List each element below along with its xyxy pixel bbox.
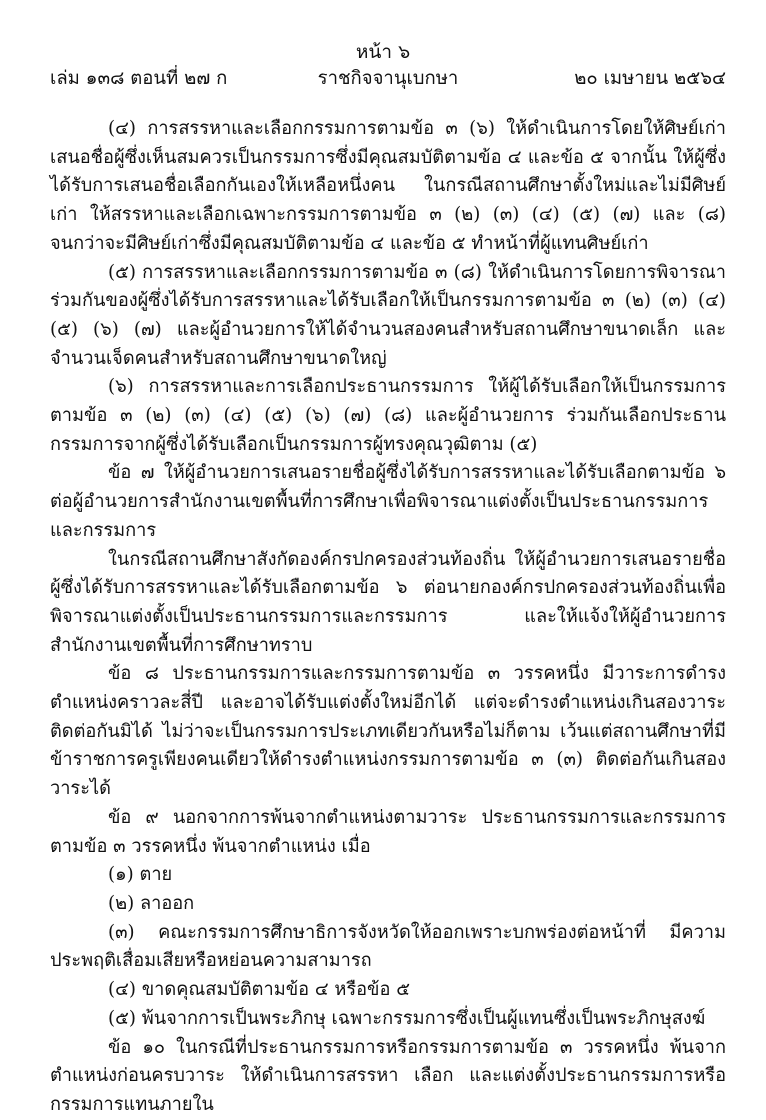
paragraph-clause-5-experts: (๕) การสรรหาและเลือกกรรมการตามข้อ ๓ (๘) ให้ดำเนินการโดยการพิจารณาร่วมกันของผู้ซึ่งได้รับการสรรหาและได้รับเลือกให้เป็นกรรมการตามข้อ ๓ (๒) (๓) (๔) (๕) (๖) (๗) และผู้อำนวยการให้ได้จำนวนสองคนสำหรับสถานศึกษาขนาดเล็ก และจำนวนเจ็ดคนสำหรับสถานศึกษาขนาดใหญ่ — [50, 261, 726, 369]
paragraph-article-8: ข้อ ๘ ประธานกรรมการและกรรมการตามข้อ ๓ วรรคหนึ่ง มีวาระการดำรงตำแหน่งคราวละสี่ปี และอาจได้รับแต่งตั้งใหม่อีกได้ แต่จะดำรงตำแหน่งเกินสองวาระติดต่อกันมิได้ ไม่ว่าจะเป็นกรรมการประเภทเดียวกันหรือไม่ก็ตาม เว้นแต่สถานศึกษาที่มีข้าราชการครูเพียงคนเดียวให้ดำรงตำแหน่งกรรมการตามข้อ ๓ (๓) ติดต่อกันเกินสองวาระได้ — [50, 663, 726, 800]
list-item: (๒) ลาออก — [108, 892, 195, 914]
volume-issue: เล่ม ๑๓๘ ตอนที่ ๒๗ ก — [50, 68, 228, 89]
page-header — [0, 0, 766, 100]
list-item: (๔) ขาดคุณสมบัติตามข้อ ๔ หรือข้อ ๕ — [108, 979, 410, 1001]
list-item: (๑) ตาย — [108, 864, 173, 886]
paragraph-article-7: ข้อ ๗ ให้ผู้อำนวยการเสนอรายชื่อผู้ซึ่งได้รับการสรรหาและได้รับเลือกตามข้อ ๖ ต่อผู้อำนวยการสำนักงานเขตพื้นที่การศึกษาเพื่อพิจารณาแต่งตั้งเป็นประธานกรรมการและกรรมการ — [50, 462, 726, 541]
body-text — [50, 115, 726, 1120]
paragraph-article-7-local: ในกรณีสถานศึกษาสังกัดองค์กรปกครองส่วนท้องถิ่น ให้ผู้อำนวยการเสนอรายชื่อผู้ซึ่งได้รับการสรรหาและได้รับเลือกตามข้อ ๖ ต่อนายกองค์กรปกครองส่วนท้องถิ่นเพื่อพิจารณาแต่งตั้งเป็นประธานกรรมการและกรรมการ และให้แจ้งให้ผู้อำนวยการสำนักงานเขตพื้นที่การศึกษาทราบ — [50, 548, 726, 656]
paragraph-article-9-item-3: (๓) คณะกรรมการศึกษาธิการจังหวัดให้ออกเพราะบกพร่องต่อหน้าที่ มีความประพฤติเสื่อมเสียหรือหย่อนความสามารถ — [50, 921, 726, 972]
gazette-name: ราชกิจจานุเบกษา — [317, 68, 459, 89]
page-number: หน้า ๖ — [355, 41, 411, 63]
paragraph-article-9: ข้อ ๙ นอกจากการพ้นจากตำแหน่งตามวาระ ประธานกรรมการและกรรมการตามข้อ ๓ วรรคหนึ่ง พ้นจากตำแหน่ง เมื่อ — [50, 806, 726, 857]
paragraph-article-10: ข้อ ๑๐ ในกรณีที่ประธานกรรมการหรือกรรมการตามข้อ ๓ วรรคหนึ่ง พ้นจากตำแหน่งก่อนครบวาระ ให้ดำเนินการสรรหา เลือก และแต่งตั้งประธานกรรมการหรือกรรมการแทนภายใน — [50, 1036, 726, 1115]
list-item: (๕) พ้นจากการเป็นพระภิกษุ เฉพาะกรรมการซึ่งเป็นผู้แทนซึ่งเป็นพระภิกษุสงฆ์ — [108, 1007, 706, 1029]
paragraph-clause-6-chairman: (๖) การสรรหาและการเลือกประธานกรรมการ ให้ผู้ได้รับเลือกให้เป็นกรรมการตามข้อ ๓ (๒) (๓) (๔) (๕) (๖) (๗) (๘) และผู้อำนวยการ ร่วมกันเลือกประธานกรรมการจากผู้ซึ่งได้รับเลือกเป็นกรรมการผู้ทรงคุณวุฒิตาม (๕) — [50, 376, 726, 455]
paragraph-clause-4-alumni: (๔) การสรรหาและเลือกกรรมการตามข้อ ๓ (๖) ให้ดำเนินการโดยให้ศิษย์เก่าเสนอชื่อผู้ซึ่งเห็นสมควรเป็นกรรมการซึ่งมีคุณสมบัติตามข้อ ๔ และข้อ ๕ จากนั้น ให้ผู้ซึ่งได้รับการเสนอชื่อเลือกกันเองให้เหลือหนึ่งคน ในกรณีสถานศึกษาตั้งใหม่และไม่มีศิษย์เก่า ให้สรรหาและเลือกเฉพาะกรรมการตามข้อ ๓ (๒) (๓) (๔) (๕) (๗) และ (๘) จนกว่าจะมีศิษย์เก่าซึ่งมีคุณสมบัติตามข้อ ๔ และข้อ ๕ ทำหน้าที่ผู้แทนศิษย์เก่า — [50, 118, 726, 254]
publication-date: ๒๐ เมษายน ๒๕๖๔ — [574, 68, 726, 89]
header-row — [50, 66, 726, 92]
